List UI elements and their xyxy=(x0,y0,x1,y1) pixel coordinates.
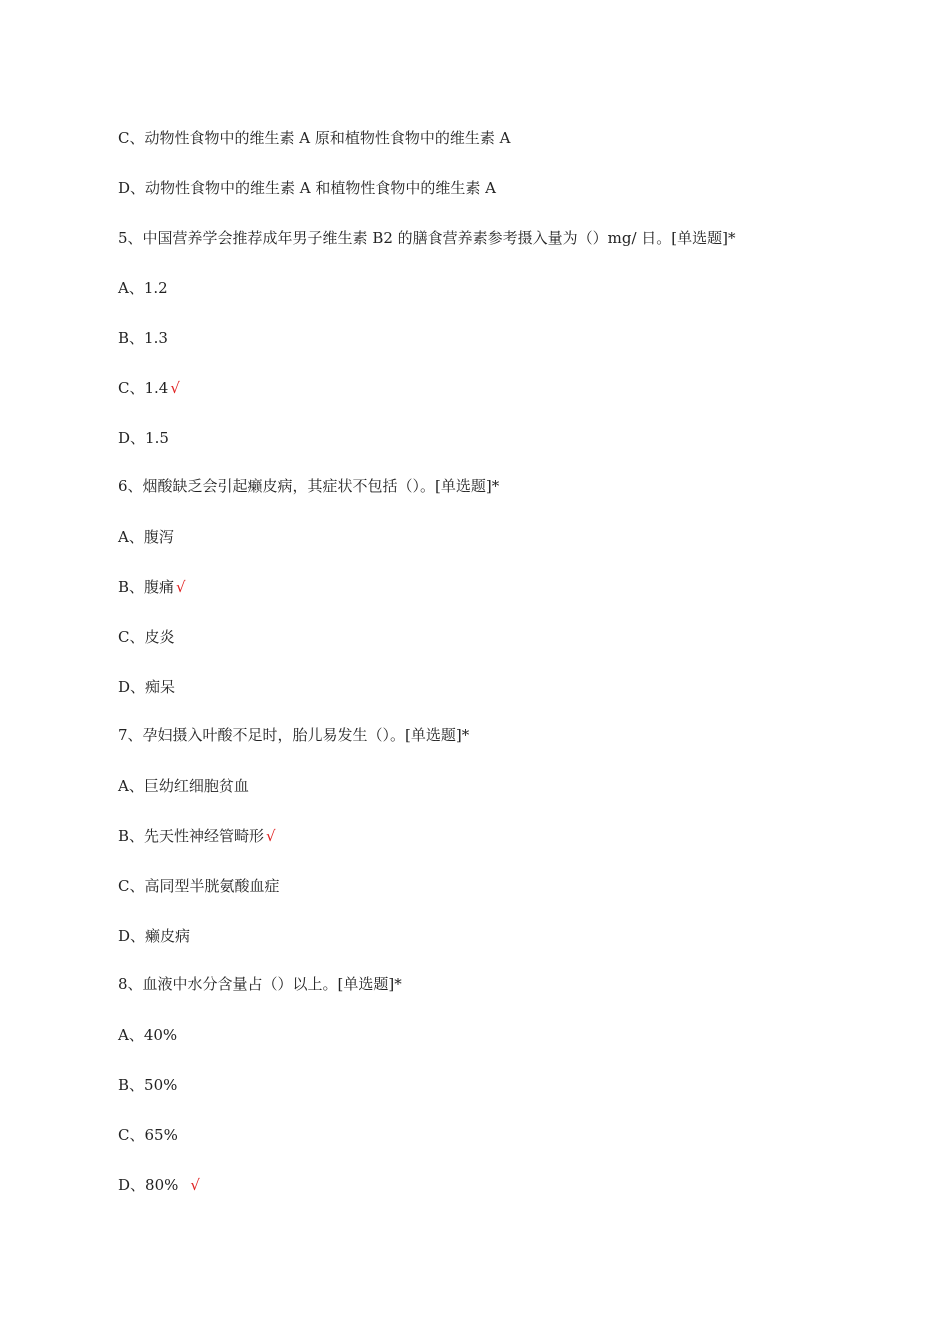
option-text: C、皮炎 xyxy=(118,628,175,646)
q6-option-b xyxy=(118,577,186,597)
q8-option-b xyxy=(118,1075,177,1095)
q5-option-b xyxy=(118,328,168,348)
question-text: 6、烟酸缺乏会引起癞皮病，其症状不包括（）。[单选题]* xyxy=(118,477,500,495)
q7-option-a xyxy=(118,776,249,796)
q6-option-d xyxy=(118,677,175,697)
option-text: A、腹泻 xyxy=(118,528,174,546)
q5-option-a xyxy=(118,278,168,298)
option-text: C、65% xyxy=(118,1126,178,1144)
correct-check-icon: √ xyxy=(266,827,276,845)
option-text: B、先天性神经管畸形 xyxy=(118,827,265,845)
option-text: D、80% xyxy=(118,1176,179,1194)
option-text: A、40% xyxy=(118,1026,178,1044)
question-7 xyxy=(118,725,469,745)
option-text: D、癞皮病 xyxy=(118,927,191,945)
correct-check-icon: √ xyxy=(170,379,180,397)
option-text: C、高同型半胱氨酸血症 xyxy=(118,877,280,895)
q8-option-a xyxy=(118,1025,177,1045)
option-text: C、1.4 xyxy=(118,379,169,397)
q7-option-b xyxy=(118,826,276,846)
q8-option-c xyxy=(118,1125,178,1145)
correct-check-icon: √ xyxy=(176,578,186,596)
question-text: 7、孕妇摄入叶酸不足时，胎儿易发生（）。[单选题]* xyxy=(118,726,470,744)
q6-option-c xyxy=(118,627,174,647)
q5-option-c xyxy=(118,378,180,398)
option-text: D、痴呆 xyxy=(118,678,176,696)
option-text: D、1.5 xyxy=(118,429,169,447)
q6-option-a xyxy=(118,527,174,547)
q7-option-d xyxy=(118,926,190,946)
option-text: A、1.2 xyxy=(118,279,168,297)
option-text: B、1.3 xyxy=(118,329,168,347)
option-text: C、动物性食物中的维生素 A 原和植物性食物中的维生素 A xyxy=(118,129,511,147)
correct-check-icon: √ xyxy=(190,1176,200,1194)
question-text: 5、中国营养学会推荐成年男子维生素 B2 的膳食营养素参考摄入量为（）mg/ 日。[单选题]* xyxy=(118,229,736,247)
option-text: B、50% xyxy=(118,1076,178,1094)
question-8 xyxy=(118,974,402,994)
q7-option-c xyxy=(118,876,279,896)
option-text: B、腹痛 xyxy=(118,578,175,596)
option-text: A、巨幼红细胞贫血 xyxy=(118,777,249,795)
q5-option-d xyxy=(118,428,169,448)
q4-option-c xyxy=(118,128,510,148)
option-text: D、动物性食物中的维生素 A 和植物性食物中的维生素 A xyxy=(118,179,496,197)
question-5 xyxy=(118,228,736,248)
q4-option-d xyxy=(118,178,496,198)
q8-option-d xyxy=(118,1175,200,1195)
question-text: 8、血液中水分含量占（）以上。[单选题]* xyxy=(118,975,402,993)
question-6 xyxy=(118,476,499,496)
